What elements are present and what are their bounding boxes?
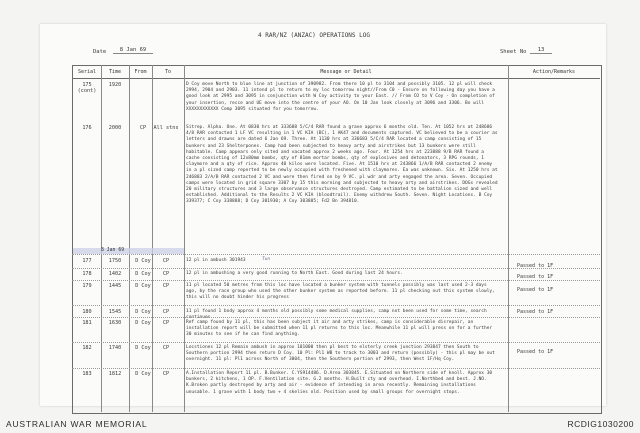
column-divider	[152, 65, 153, 412]
to-station: CP	[162, 258, 170, 264]
time-entry: 1545	[108, 309, 122, 315]
date-marker: 8 Jan 69	[101, 248, 125, 253]
column-divider	[508, 65, 509, 412]
action-remark: Passed to 1F	[517, 274, 554, 280]
to-station: CP	[162, 345, 170, 351]
date-label: Date	[93, 49, 107, 55]
time-entry: 1812	[108, 371, 122, 377]
time-entry: 1630	[108, 320, 122, 326]
column-divider	[184, 65, 185, 412]
serial-number: 177	[82, 258, 92, 264]
time-entry: 1445	[108, 283, 122, 289]
column-divider	[101, 65, 102, 412]
row-separator	[72, 368, 600, 369]
archive-name: AUSTRALIAN WAR MEMORIAL	[6, 419, 148, 429]
to-station: CP	[162, 371, 170, 377]
message-detail: D Coy move North to blue line at junction of 390982. From there 10 pl to 3104 and possibly 3105. 12 pl will check 2994, 2904 and 2903. 11 intend pl to return to my loc tomorrow night//From C0 - Ensure on following day you have a good look at 2995 and 3095 in conjunction with W Coy activity to your East. // From CO to V Coy - On completion of your insertion, recce and UE move into the centre of your AO. On 10 Jan look closely at 3096 and 3306. Bo will XXXXXXXXXXXX Comp 3095 situated for you tomorrow.	[186, 82, 498, 112]
log-date: 8 Jan 69	[113, 47, 153, 54]
message-detail: 12 pl in ambushing a very good running to North East. Good during last 24 hours.	[186, 271, 403, 276]
column-header-to: To	[164, 69, 172, 75]
action-remark: Passed to 1F	[517, 263, 554, 269]
serial-number: 183	[82, 371, 92, 377]
record-id: RCDIG1030200	[567, 419, 634, 429]
row-separator	[72, 317, 600, 318]
serial-number: 176	[82, 125, 92, 131]
from-station: D Coy	[135, 271, 151, 277]
serial-number: 181	[82, 320, 92, 326]
column-header-message: Message or Detail	[320, 69, 372, 75]
column-header-serial: Serial	[77, 69, 97, 75]
time-entry: 1402	[108, 271, 122, 277]
row-separator	[72, 305, 600, 306]
from-station: D Coy	[135, 371, 151, 377]
column-header-action: Action/Remarks	[532, 69, 576, 75]
column-divider	[129, 65, 130, 412]
time-entry: 1750	[108, 258, 122, 264]
message-detail: 11 pl located 50 metres from this loc have located a bunker system with tunnels possibly was last used 2-3 days ago, by the race group who used the other bunker system as reported before. 11 pl checking out this system slowly, this will no doubt hinder his progress	[186, 283, 498, 301]
serial-number: 179	[82, 283, 92, 289]
from-station: D Coy	[135, 345, 151, 351]
sheet-number-label: Sheet No	[500, 49, 527, 55]
column-header-time: Time	[108, 69, 122, 75]
row-separator	[72, 254, 600, 255]
archive-footer	[0, 416, 640, 433]
serial-number: 180	[82, 309, 92, 315]
message-detail: A.Installation Report 11 pl. B.Bunker. C.YS914486. D.Area 303845. E.Situated on Northern side of knoll. Approx 30 bunkers, 2 kitchens, 1 OP. F.Ventilation site. G.2 months. H.Built cty and overhead. I.Northbed and best. J.NO. K.Broken partly destroyed by arty and air - evidence of intending in area recently. Remaining installations unusable. 1 grave with 1 body two + 4 skelies old. Position used by small groups for overnight stops.	[186, 371, 495, 395]
row-separator	[72, 268, 600, 269]
to-station: CP	[162, 271, 170, 277]
message-detail: Locstiones 12 pl Remain ambush in approx 101000 then pl best to elsterly creek junction 293847 then South to Southern portion 2994 then return D Coy. 10 Pl: Pl1 WB to track to 3003 and return (possibly) - this pl may be out overnight. 11 pl: Pl1 across North of 3004, then the Southern portion of 2993, then West 1F/Hq Coy.	[186, 345, 498, 363]
row-separator	[72, 342, 600, 343]
message-detail: 11 pl found 1 body approx 4 months old possibly some medical supplies, camp not been used for some time, search continues.	[186, 309, 490, 321]
message-detail: 12 pl in ambush 301943	[186, 258, 246, 263]
message-detail: Ref camp found by 11 pl, this has been subject it air and arty strikes, camp is considerable disrepair, an installation report will be submitted when 11 pl returns to this loc. Meanwhile 11 pl will press on for a further 30 minutes to see if he can find anything.	[186, 320, 495, 338]
time-entry: 1740	[108, 345, 122, 351]
to-station: All stns	[153, 125, 179, 131]
from-station: CP	[139, 125, 147, 131]
serial-number: 178	[82, 271, 92, 277]
serial-number: 175 (cont)	[77, 82, 97, 94]
serial-number: 182	[82, 345, 92, 351]
from-station: D Coy	[135, 320, 151, 326]
to-station: CP	[162, 309, 170, 315]
time-entry: 2000	[108, 125, 122, 131]
column-header-from: From	[134, 69, 147, 75]
sheet-number: 13	[530, 47, 552, 54]
from-station: D Coy	[135, 309, 151, 315]
action-remark: Passed to 1F	[517, 349, 554, 355]
action-remark: Passed to 1F	[517, 287, 554, 293]
action-remark: Passed to 1F	[517, 309, 554, 315]
margin-note: Tun	[262, 257, 271, 262]
from-station: D Coy	[135, 258, 151, 264]
to-station: CP	[162, 283, 170, 289]
row-separator	[72, 280, 600, 281]
log-title: 4 RAR/NZ (ANZAC) OPERATIONS LOG	[258, 32, 370, 39]
from-station: D Coy	[135, 283, 151, 289]
time-entry: 1920	[108, 82, 122, 88]
message-detail: Sitrep. Alpha. One. At 0830 hrs at 333688 5/C/4 RAR found a grave approx 6 months old. Ten. At 1052 hrs at 248686 4/8 RAR contacted 1 LF VC resulting in 1 VC KIA (BC), 1 AK47 and documents captured. VC believed to be a courier as letters and drawns are dated 6 Jan 69. Three. At 1130 hrs at 336683 5/C/4 RAR located a camp consisting of 15 bunkers and 23 Shelterpones. Camp had been subjected to heavy arty and airstrikes but 13 bunkers were still habitable. Camp appears only sited and vacated approx 2 weeks ago. Four. At 1254 hrs at 223888 9/B RAR found a cache consisting of 12x80mm bombs, qty of 81mm mortar bombs, qty of explosives and detonators, 3 RPG rounds, 1 claymore and a qty of rice. Approx 40 kilos were located. Five. At 1510 hrs at 243866 1/A/B RAR contacted 2 enemy in a pl sized camp reported to be newly occupied with freshened with claymores. Ea was unknown. Six. At 1250 hrs at 246883 2/A/B RAR contacted 2 VC and were then fired on by 9 VC. pl wdr and arty engaged the area. Seven. Occupied camps were located in grid square 3307 by 15 this morning and subjected to heavy arty and airstrikes. DOGs revealed 20 military structures and 3 large observance structures destroyed. Camp estimated to be battalion sized and well established. Additional to the Results 2 VC KIA (bloodtrail). Enemy withdrew South. Seven. Night Locations. B Coy 339377; C Coy 338888; D Coy 301930; A Coy 303805; Fd2 Bn 394810.	[186, 125, 501, 205]
to-station: CP	[162, 320, 170, 326]
